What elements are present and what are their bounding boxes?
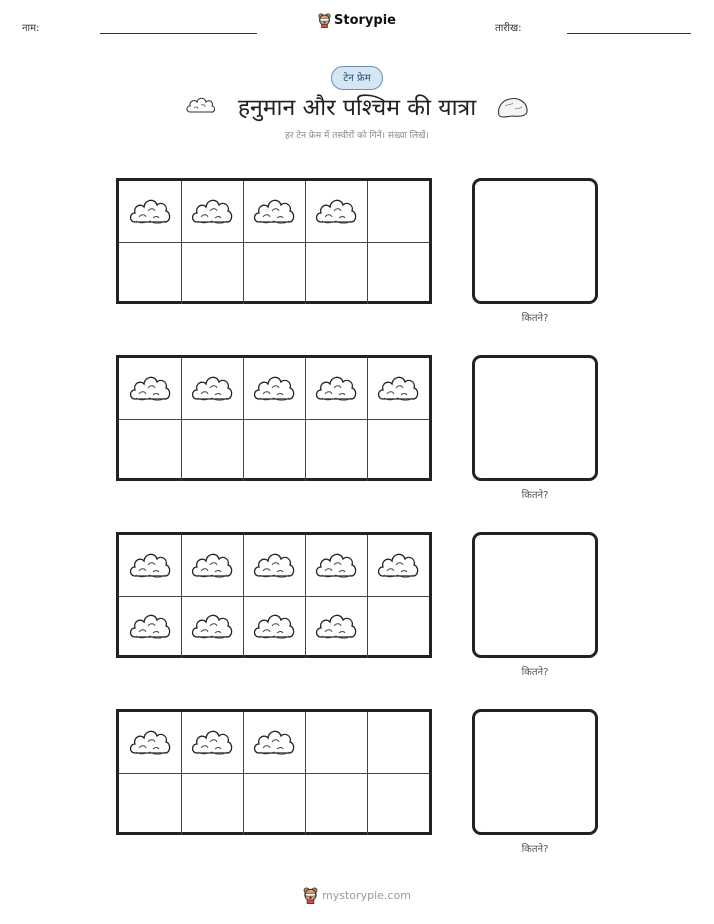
ten-frame-cell xyxy=(119,181,182,243)
answer-box[interactable] xyxy=(472,709,598,835)
ten-frame-cell xyxy=(305,773,368,835)
cloud-icon xyxy=(314,547,358,583)
ten-frame-cell xyxy=(243,773,306,835)
cloud-icon xyxy=(128,193,172,229)
ten-frame xyxy=(116,532,432,658)
cloud-icon xyxy=(190,608,234,644)
ten-frame-cell xyxy=(243,535,306,597)
ten-frame-cell xyxy=(243,358,306,420)
cloud-icon xyxy=(128,724,172,760)
answer-box[interactable] xyxy=(472,178,598,304)
ten-frame-cell xyxy=(181,596,244,658)
cloud-icon xyxy=(252,724,296,760)
ten-frame-cell xyxy=(181,181,244,243)
ten-frame-cell xyxy=(243,596,306,658)
brand-logo xyxy=(0,13,714,32)
name-label: नाम: xyxy=(22,23,40,34)
date-label: तारीख: xyxy=(495,23,522,34)
ten-frame-cell xyxy=(305,181,368,243)
ten-frame-cell xyxy=(181,419,244,481)
ten-frame-cell xyxy=(305,535,368,597)
ten-frame-cell xyxy=(367,242,430,304)
ten-frame xyxy=(116,178,432,304)
how-many-label: कितने? xyxy=(521,667,549,678)
rock-icon xyxy=(496,94,530,120)
ten-frame-cell xyxy=(367,596,430,658)
bear-icon xyxy=(318,13,331,28)
bear-icon xyxy=(303,887,318,904)
ten-frame-cell xyxy=(367,712,430,774)
cloud-icon xyxy=(252,193,296,229)
ten-frame-cell xyxy=(367,181,430,243)
cloud-icon xyxy=(128,547,172,583)
cloud-icon xyxy=(314,370,358,406)
ten-frame-cell xyxy=(181,535,244,597)
how-many-label: कितने? xyxy=(521,490,549,501)
ten-frame-cell xyxy=(305,712,368,774)
ten-frame-cell xyxy=(119,596,182,658)
brand-name: Storypie xyxy=(334,13,396,28)
instructions: हर टेन फ्रेम में तस्वीरों को गिनें। संख्या लिखें। xyxy=(285,131,429,141)
ten-frame-cell xyxy=(181,712,244,774)
ten-frame-cell xyxy=(119,358,182,420)
date-line[interactable] xyxy=(567,33,691,34)
ten-frame-cell xyxy=(305,242,368,304)
ten-frame-cell xyxy=(181,242,244,304)
ten-frame xyxy=(116,709,432,835)
ten-frame-cell xyxy=(119,419,182,481)
cloud-icon xyxy=(190,547,234,583)
ten-frame-cell xyxy=(367,773,430,835)
cloud-icon xyxy=(252,370,296,406)
ten-frame-cell xyxy=(119,242,182,304)
footer xyxy=(0,887,714,907)
ten-frame-cell xyxy=(367,358,430,420)
ten-frame-cell xyxy=(243,419,306,481)
how-many-label: कितने? xyxy=(521,844,549,855)
cloud-icon xyxy=(314,193,358,229)
how-many-label: कितने? xyxy=(521,313,549,324)
answer-box[interactable] xyxy=(472,355,598,481)
cloud-icon xyxy=(128,370,172,406)
ten-frame-cell xyxy=(119,535,182,597)
ten-frame-cell xyxy=(305,419,368,481)
name-line[interactable] xyxy=(100,33,257,34)
cloud-icon xyxy=(252,608,296,644)
ten-frame-cell xyxy=(367,535,430,597)
ten-frame-cell xyxy=(119,712,182,774)
ten-frame-cell xyxy=(305,596,368,658)
ten-frame-cell xyxy=(181,358,244,420)
ten-frame-cell xyxy=(181,773,244,835)
ten-frame-badge: टेन फ्रेम xyxy=(331,66,383,90)
ten-frame xyxy=(116,355,432,481)
answer-box[interactable] xyxy=(472,532,598,658)
ten-frame-cell xyxy=(243,712,306,774)
ten-frame-cell xyxy=(243,181,306,243)
cloud-icon xyxy=(128,608,172,644)
ten-frame-cell xyxy=(367,419,430,481)
cloud-icon xyxy=(190,370,234,406)
cloud-icon xyxy=(376,547,420,583)
cloud-icon xyxy=(190,193,234,229)
ten-frame-cell xyxy=(243,242,306,304)
page-title: हनुमान और पश्चिम की यात्रा xyxy=(237,95,477,121)
ten-frame-cell xyxy=(305,358,368,420)
footer-url[interactable]: mystorypie.com xyxy=(322,889,411,902)
cloud-icon xyxy=(314,608,358,644)
cloud-icon xyxy=(376,370,420,406)
ten-frame-cell xyxy=(119,773,182,835)
cloud-icon xyxy=(190,724,234,760)
cloud-icon xyxy=(252,547,296,583)
